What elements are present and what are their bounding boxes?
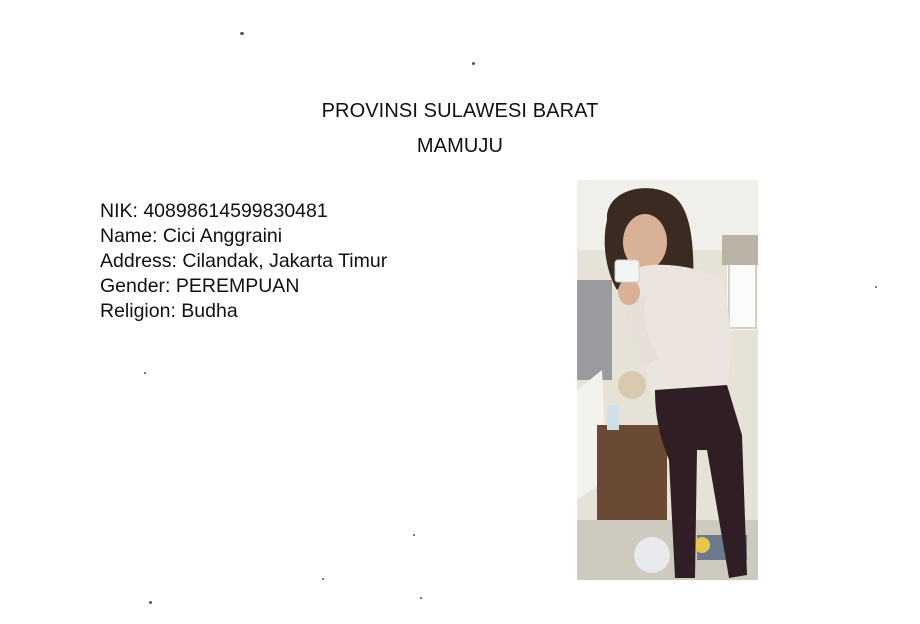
name-field: Name: Cici Anggraini [100,225,283,247]
religion-field: Religion: Budha [100,300,238,322]
identity-fields [100,199,387,324]
nik-field: NIK: 40898614599830481 [100,200,328,222]
scan-speckle [149,601,152,604]
city-title: MAMUJU [416,135,504,157]
scan-speckle [875,286,877,288]
province-title: PROVINSI SULAWESI BARAT [321,100,599,122]
scan-speckle [240,32,244,35]
scan-speckle [413,534,415,536]
scan-speckle [322,578,324,580]
address-field: Address: Cilandak, Jakarta Timur [100,250,388,272]
scan-speckle [144,372,146,374]
scan-speckle [472,62,475,65]
gender-field: Gender: PEREMPUAN [100,275,300,297]
portrait-photo [577,180,758,580]
portrait-illustration [577,180,758,580]
scan-speckle [420,597,422,599]
